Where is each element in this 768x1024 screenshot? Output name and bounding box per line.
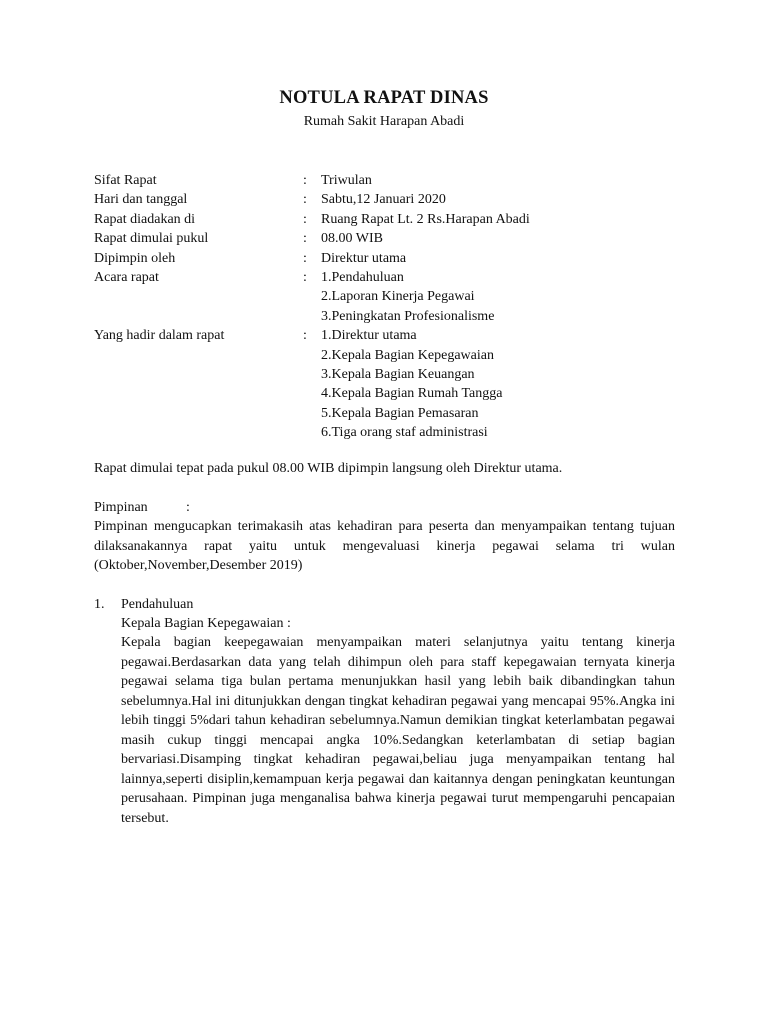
info-row — [94, 210, 694, 229]
info-label: Hari dan tanggal — [94, 192, 188, 208]
info-value: 6.Tiga orang staf administrasi — [321, 425, 488, 441]
info-colon: : — [303, 269, 307, 285]
section-title: Pendahuluan — [121, 597, 194, 612]
info-row — [94, 384, 694, 403]
info-colon: : — [303, 328, 307, 344]
pimpinan-label: Pimpinan — [94, 500, 148, 515]
info-label: Rapat diadakan di — [94, 211, 196, 227]
info-row — [94, 229, 694, 248]
pimpinan-colon: : — [186, 500, 190, 515]
info-label: Sifat Rapat — [94, 173, 157, 188]
info-row — [94, 404, 694, 423]
info-value: Sabtu,12 Januari 2020 — [321, 192, 446, 208]
info-value: 3.Kepala Bagian Keuangan — [321, 366, 475, 382]
info-value: Ruang Rapat Lt. 2 Rs.Harapan Abadi — [321, 211, 530, 227]
info-value: Direktur utama — [321, 250, 407, 266]
info-row — [94, 171, 694, 190]
info-row — [94, 326, 694, 345]
info-row — [94, 307, 694, 326]
info-value: 2.Laporan Kinerja Pegawai — [321, 289, 475, 305]
document-title: NOTULA RAPAT DINAS — [279, 88, 489, 108]
info-row — [94, 423, 694, 442]
section-number: 1. — [94, 597, 105, 612]
info-value: 4.Kepala Bagian Rumah Tangga — [321, 386, 503, 402]
info-colon: : — [303, 173, 307, 188]
info-value: 5.Kepala Bagian Pemasaran — [321, 405, 479, 421]
info-row — [94, 287, 694, 306]
info-value: 1.Direktur utama — [321, 328, 417, 344]
info-colon: : — [303, 250, 307, 266]
speaker-paragraph: Kepala bagian keepegawaian menyampaikan materi selanjutnya yaitu tentang kinerja pegawai.Berdasarkan data yang telah dihimpun oleh para staff kepegawaian ternyata kinerja pegawai selama tiga bulan pertama menunjukkan hasil yang lebih baik dibandingkan tahun sebelumnya.Hal ini ditunjukkan dengan tingkat kehadiran pegawai yang mencapai 95%.Angka ini lebih tinggi 5%dari tahun kehadiran sebelumnya.Namun demikian tingkat keterlambatan pegawai masih cukup tinggi mencapai angka 10%.Sedangkan keterlambatan di setiap bagian bervariasi.Disamping tingkat kehadiran pegawai,beliau juga menyampaikan tentang hal lainnya,seperti disiplin,kemampuan kerja pegawai dan kaitannya dengan peningkatan keuntungan perusahaan. Pimpinan juga menganalisa bahwa kinerja pegawai turut mempengaruhi pencapaian tersebut. — [121, 635, 675, 826]
pimpinan-paragraph: Pimpinan mengucapkan terimakasih atas kehadiran para peserta dan menyampaikan tentang tujuan dilaksanakannya rapat yaitu untuk mengevaluasi kinerja pegawai selama tri wulan (Oktober,November,Desember 2019) — [94, 519, 675, 574]
info-value: 2.Kepala Bagian Kepegawaian — [321, 347, 494, 363]
info-value: 3.Peningkatan Profesionalisme — [321, 308, 495, 324]
info-colon: : — [303, 192, 307, 208]
info-row — [94, 268, 694, 287]
info-row — [94, 190, 694, 209]
info-label: Rapat dimulai pukul — [94, 231, 209, 247]
info-label: Dipimpin oleh — [94, 250, 176, 266]
info-label: Yang hadir dalam rapat — [94, 328, 225, 344]
info-value: 08.00 WIB — [321, 231, 383, 247]
info-label: Acara rapat — [94, 269, 159, 285]
meeting-info-table — [94, 171, 694, 442]
pimpinan-heading — [94, 498, 190, 517]
info-row — [94, 365, 694, 384]
info-colon: : — [303, 231, 307, 247]
speaker-label: Kepala Bagian Kepegawaian : — [121, 616, 291, 631]
document-subtitle: Rumah Sakit Harapan Abadi — [303, 114, 465, 129]
info-colon: : — [303, 211, 307, 227]
info-row — [94, 249, 694, 268]
opening-sentence: Rapat dimulai tepat pada pukul 08.00 WIB dipimpin langsung oleh Direktur utama. — [94, 461, 563, 476]
info-value: 1.Pendahuluan — [321, 269, 404, 285]
info-value: Triwulan — [321, 173, 372, 188]
info-row — [94, 346, 694, 365]
